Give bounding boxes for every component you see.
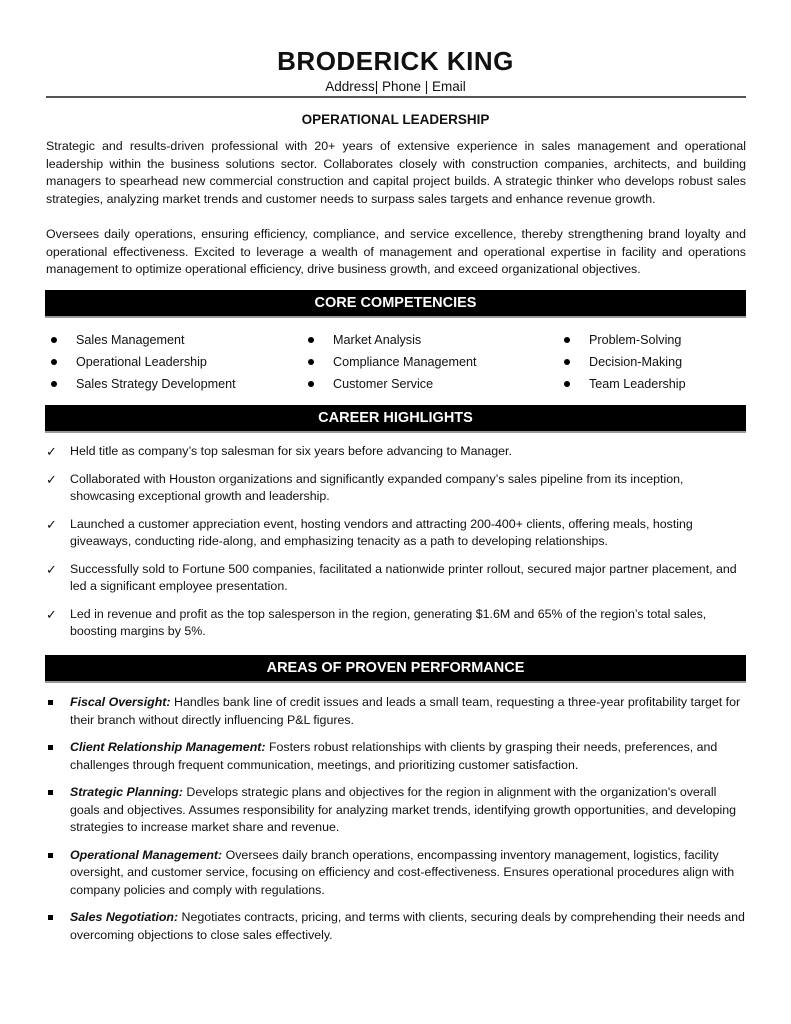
section-header-core-competencies: CORE COMPETENCIES (45, 290, 746, 316)
competency-item (303, 373, 477, 395)
competency-column (303, 329, 477, 395)
competency-item (46, 351, 236, 373)
performance-text: Oversees daily branch operations, encompassing inventory management, logistics, facility oversight, and customer service, focusing on efficiency and cost-effectiveness. Ensures operational procedures align with company policies and comply with regulations. (70, 847, 735, 897)
performance-text: Handles bank line of credit issues and leads a small team, requesting a three-year profitability target for their branch without directly influencing P&L figures. (70, 695, 741, 727)
performance-item (46, 739, 746, 774)
performance-text: Negotiates contracts, pricing, and terms with clients, securing deals by comprehending their needs and overcoming objections to close sales effectively. (70, 910, 745, 942)
competency-label: Market Analysis (333, 333, 422, 347)
competency-label: Customer Service (333, 377, 434, 391)
checkmark-icon: ✓ (46, 516, 57, 532)
highlight-text: Successfully sold to Fortune 500 companies, facilitated a nationwide printer rollout, secured major partner placement, and led a significant employee presentation. (70, 561, 737, 593)
profile-headline: OPERATIONAL LEADERSHIP (301, 112, 490, 127)
performance-item (46, 847, 746, 900)
competency-item (46, 329, 236, 351)
highlight-text: Led in revenue and profit as the top salesperson in the region, generating $1.6M and 65% of the region’s total sales, boosting margins by 5%. (70, 606, 707, 638)
highlight-text: Collaborated with Houston organizations and significantly expanded company’s sales pipeline from its inception, showcasing exceptional growth and leadership. (70, 471, 684, 503)
competency-column (559, 329, 686, 395)
candidate-name: BRODERICK KING (277, 46, 514, 76)
summary-paragraph: Oversees daily operations, ensuring efficiency, compliance, and service excellence, thereby strengthening brand loyalty and operational effectiveness. Excited to leverage a wealth of management and operational expertise in facility and operations management to optimize operational efficiency, drive business growth, and exceed organizational objectives. (46, 227, 746, 276)
competency-item (559, 351, 686, 373)
performance-lead: Client Relationship Management: (70, 740, 266, 754)
performance-lead: Operational Management: (70, 847, 223, 862)
square-bullet-icon (48, 915, 53, 920)
competency-item (303, 351, 477, 373)
square-bullet-icon (48, 853, 53, 858)
competency-label: Team Leadership (589, 377, 686, 391)
summary-paragraph: Strategic and results-driven professional with 20+ years of extensive experience in sales management and operational leadership within the business solutions sector. Collaborates closely with construction companies, architects, and building managers to spearhead new commercial construction and capital project builds. A strategic thinker who develops robust sales strategies, analyzing market trends and customer needs to surpass sales targets and enhance revenue growth. (46, 139, 746, 206)
competency-item (559, 373, 686, 395)
header-divider (46, 96, 746, 98)
competency-item (303, 329, 477, 351)
checkmark-icon: ✓ (46, 606, 57, 622)
competency-item (46, 373, 236, 395)
square-bullet-icon (48, 700, 53, 705)
competency-label: Sales Management (76, 333, 185, 347)
section-header-proven-performance: AREAS OF PROVEN PERFORMANCE (45, 655, 746, 681)
highlight-item (46, 516, 746, 551)
bullet-icon (564, 337, 570, 343)
bullet-icon (308, 381, 314, 387)
highlight-item (46, 606, 746, 641)
highlight-text: Held title as company’s top salesman for six years before advancing to Manager. (70, 444, 512, 458)
performance-lead: Sales Negotiation: (70, 910, 179, 924)
performance-item (46, 909, 746, 944)
performance-text: Fosters robust relationships with clients by grasping their needs, preferences, and challenges through frequent communication, meetings, and prioritizing customer satisfaction. (70, 740, 718, 772)
highlight-text: Launched a customer appreciation event, hosting vendors and attracting 200-400+ clients, offering meals, hosting giveaways, conducting ride-along, and emphasizing tenacity as a path to developing relationships. (70, 516, 693, 548)
competency-label: Operational Leadership (76, 355, 207, 369)
square-bullet-icon (48, 745, 53, 750)
competency-column (46, 329, 236, 395)
bullet-icon (564, 359, 570, 365)
bullet-icon (308, 359, 314, 365)
section-header-career-highlights: CAREER HIGHLIGHTS (45, 405, 746, 431)
bullet-icon (51, 337, 57, 343)
highlights-list (46, 443, 746, 651)
competency-label: Decision-Making (589, 355, 683, 369)
highlight-item (46, 561, 746, 596)
bullet-icon (51, 359, 57, 365)
checkmark-icon: ✓ (46, 561, 57, 577)
bullet-icon (51, 381, 57, 387)
bullet-icon (308, 337, 314, 343)
highlight-item (46, 443, 746, 461)
performance-item (46, 694, 746, 729)
performance-text: Develops strategic plans and objectives for the region in alignment with the organization's overall goals and objectives. Assumes responsibility for analyzing market trends, identifying growth opportunities, and developing strategies to increase market share and revenue. (70, 785, 737, 834)
bullet-icon (564, 381, 570, 387)
contact-line: Address| Phone | Email (325, 79, 466, 94)
performance-lead: Strategic Planning: (70, 785, 183, 799)
performance-lead: Fiscal Oversight: (70, 695, 171, 709)
square-bullet-icon (48, 790, 53, 795)
competency-label: Compliance Management (333, 355, 477, 369)
checkmark-icon: ✓ (46, 471, 57, 487)
highlight-item (46, 471, 746, 506)
checkmark-icon: ✓ (46, 444, 57, 459)
competency-label: Problem-Solving (589, 333, 682, 347)
competency-item (559, 329, 686, 351)
competency-label: Sales Strategy Development (76, 377, 236, 391)
performance-list (46, 694, 746, 954)
performance-item (46, 784, 746, 837)
